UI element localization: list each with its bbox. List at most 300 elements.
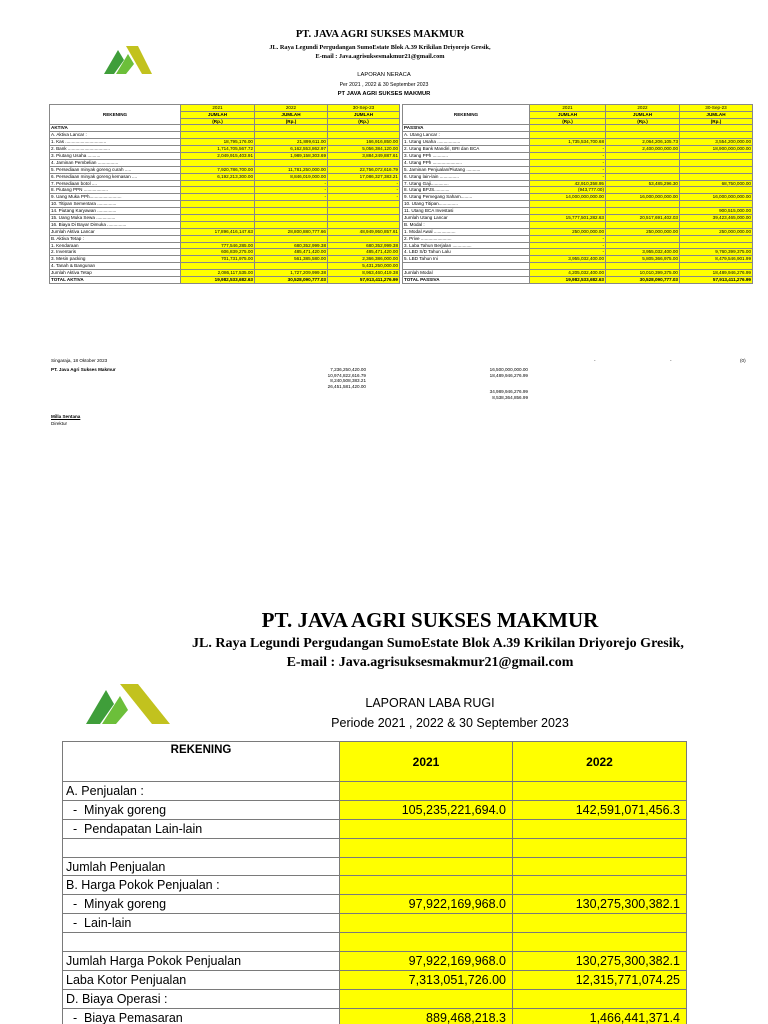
lr-row-label: - Lain-lain <box>63 914 340 933</box>
passiva-row-value <box>530 125 606 132</box>
aktiva-row-value: 22,756,072,616.79 <box>328 166 400 173</box>
passiva-row-value: 68,750,000.00 <box>680 180 753 187</box>
passiva-row-value <box>606 263 680 270</box>
aktiva-row-value: 18,795,176.00 <box>181 139 255 146</box>
lr-row-label: A. Penjualan : <box>63 782 340 801</box>
passiva-row <box>403 228 753 235</box>
aktiva-row <box>50 249 400 256</box>
passiva-row-value: 18,900,000,000.00 <box>680 146 753 153</box>
aktiva-row-value <box>328 221 400 228</box>
passiva-row-value: 4,205,032,400.00 <box>530 270 606 277</box>
lr-row-label: B. Harga Pokok Penjualan : <box>63 876 340 895</box>
lr-row-value-2021 <box>340 838 513 857</box>
aktiva-row-label: 4. Jaminan Pembelian ................ <box>50 159 181 166</box>
lr-row <box>63 800 687 819</box>
lr-row-label: - Biaya Pemasaran <box>63 1008 340 1024</box>
aktiva-row-value: 680,352,999.38 <box>255 242 328 249</box>
aktiva-row <box>50 139 400 146</box>
passiva-row-value <box>606 166 680 173</box>
passiva-row-value <box>680 125 753 132</box>
aktiva-row-value: 701,731,975.00 <box>181 256 255 263</box>
passiva-row-value: 250,000,000.00 <box>606 228 680 235</box>
aktiva-row <box>50 228 400 235</box>
aktiva-row <box>50 159 400 166</box>
aktiva-row-value: 3,884,249,887.61 <box>328 152 400 159</box>
passiva-row-value: 9,760,399,375.00 <box>680 249 753 256</box>
aktiva-row-value: 30,528,090,777.03 <box>255 276 328 283</box>
aktiva-row <box>50 221 400 228</box>
passiva-row-value: - <box>530 146 606 153</box>
aktiva-row-value <box>255 214 328 221</box>
lr-header-2022: 2022 <box>513 742 687 782</box>
passiva-row-value <box>680 159 753 166</box>
passiva-row <box>403 249 753 256</box>
passiva-row-value <box>680 152 753 159</box>
aktiva-row-label: 2. Inventaris <box>50 249 181 256</box>
aktiva-row-value <box>181 201 255 208</box>
lr-row-value-2022 <box>513 876 687 895</box>
signer-title: Direktur <box>51 421 68 426</box>
passiva-header-rp: (Rp.) <box>530 118 606 125</box>
passiva-row-label: 7. Utang Gaji.............. <box>403 180 530 187</box>
passiva-row-value <box>530 208 606 215</box>
aktiva-row-value: 17,896,416,147.63 <box>181 228 255 235</box>
passiva-row-label: 2. Utang Bank Mandiri, BRI dan BCA <box>403 146 530 153</box>
aktiva-row-value <box>181 214 255 221</box>
passiva-row-value: - <box>530 242 606 249</box>
lr-row-label: - Minyak goreng <box>63 895 340 914</box>
passiva-row-value <box>530 201 606 208</box>
passiva-row-value <box>530 132 606 139</box>
aktiva-row-value: 2,366,386,000.00 <box>328 256 400 263</box>
passiva-row-value: - <box>530 152 606 159</box>
aktiva-row-value: 8,963,460,419.38 <box>328 270 400 277</box>
passiva-row-value <box>680 242 753 249</box>
aktiva-row-label: Jumlah Aktiva Lancar <box>50 228 181 235</box>
lr-row-value-2022 <box>513 819 687 838</box>
aktiva-row-label: 9. Uang Muka PPh......................... <box>50 194 181 201</box>
passiva-row-value <box>606 132 680 139</box>
aktiva-row-label: AKTIVA <box>50 125 181 132</box>
aktiva-row-value: - <box>255 180 328 187</box>
aktiva-row-value: 11,781,250,000.00 <box>255 166 328 173</box>
passiva-row <box>403 263 753 270</box>
aktiva-row-value: - <box>328 180 400 187</box>
passiva-header-year: 2021 <box>530 105 606 112</box>
passiva-row-label: TOTAL PASSIVA <box>403 276 530 283</box>
aktiva-row-value <box>181 132 255 139</box>
passiva-row-label: 1. Utang Usaha .................. <box>403 139 530 146</box>
passiva-row-label: 5. LBD Tahun Ini <box>403 256 530 263</box>
aktiva-row-value: 21,899,611.00 <box>255 139 328 146</box>
aktiva-row-label: 10. Titipan Sementara ............... <box>50 201 181 208</box>
aktiva-row-value: 6,192,213,300.00 <box>181 173 255 180</box>
lr-row <box>63 819 687 838</box>
aktiva-row <box>50 187 400 194</box>
lr-row <box>63 876 687 895</box>
passiva-row-value <box>680 221 753 228</box>
lr-row-value-2021 <box>340 819 513 838</box>
lr-row-label: D. Biaya Operasi : <box>63 989 340 1008</box>
signer-name: Milla Sentana <box>51 414 81 419</box>
passiva-row-value <box>680 235 753 242</box>
lr-row-value-2022: 130,275,300,382.1 <box>513 895 687 914</box>
lr-row-label: Jumlah Harga Pokok Penjualan <box>63 952 340 971</box>
passiva-row-label: 10. Utang Titipan............... <box>403 201 530 208</box>
passiva-table <box>402 104 753 284</box>
aktiva-row-label: 3. Piutang Usaha .......... <box>50 152 181 159</box>
passiva-row-value: 39,423,465,000.00 <box>680 214 753 221</box>
passiva-row-label: 4. Utang PPh ....................... <box>403 159 530 166</box>
aktiva-row-value <box>328 201 400 208</box>
lr-period: Periode 2021 , 2022 & 30 September 2023 <box>331 716 569 730</box>
passiva-row <box>403 194 753 201</box>
aktiva-row-value: - <box>328 194 400 201</box>
lr-row-value-2021: 97,922,169,968.0 <box>340 952 513 971</box>
aktiva-row-value: - <box>255 187 328 194</box>
passiva-row-value <box>680 166 753 173</box>
passiva-row-value: 3,554,200,000.00 <box>680 139 753 146</box>
passiva-row-value <box>606 235 680 242</box>
passiva-row-label: 3. Utang PPh ............ <box>403 152 530 159</box>
passiva-row-label: 2. Prive ........................ <box>403 235 530 242</box>
aktiva-row <box>50 263 400 270</box>
lr-row-value-2021: 105,235,221,694.0 <box>340 800 513 819</box>
lr-row-value-2022 <box>513 838 687 857</box>
lr-row <box>63 952 687 971</box>
passiva-header-year: 30-Sep-23 <box>680 105 753 112</box>
calc-right: 16,500,000,000.00 18,489,946,276.99 34,989,946,276.99 8,538,364,856.99 <box>489 367 528 400</box>
aktiva-row-label: 1. Kas ................................ <box>50 139 181 146</box>
aktiva-row <box>50 208 400 215</box>
lr-row <box>63 1008 687 1024</box>
lr-title: LAPORAN LABA RUGI <box>365 696 495 710</box>
aktiva-row-value: 2,086,117,535.00 <box>181 270 255 277</box>
passiva-row-value: 14,000,000,000.00 <box>530 194 606 201</box>
aktiva-row <box>50 152 400 159</box>
aktiva-header-year: 30-Sep-23 <box>328 105 400 112</box>
passiva-row-value: - <box>530 173 606 180</box>
lr-row-value-2021 <box>340 857 513 876</box>
lr-company-logo <box>86 678 186 726</box>
passiva-row-value <box>680 173 753 180</box>
aktiva-row-value <box>181 125 255 132</box>
aktiva-row-label: 3. Mesin packing <box>50 256 181 263</box>
aktiva-row-value: 2,049,915,403.91 <box>181 152 255 159</box>
aktiva-row-value: 777,546,285.00 <box>181 242 255 249</box>
aktiva-row-label: B. Aktiva Tetap : <box>50 235 181 242</box>
passiva-row-label <box>403 263 530 270</box>
aktiva-header-year-row <box>50 105 400 112</box>
aktiva-row-value: - <box>255 194 328 201</box>
passiva-row-value: 8,479,546,901.99 <box>680 256 753 263</box>
lr-row-value-2022: 142,591,071,456.3 <box>513 800 687 819</box>
passiva-row <box>403 152 753 159</box>
below-dash-2: - <box>670 358 672 363</box>
passiva-row <box>403 270 753 277</box>
lr-company-email: E-mail : Java.agrisuksesmakmur21@gmail.com <box>286 655 574 670</box>
aktiva-row-value <box>328 159 400 166</box>
passiva-row-value <box>606 125 680 132</box>
aktiva-row-value: 485,471,420.00 <box>328 249 400 256</box>
aktiva-row-value <box>328 235 400 242</box>
passiva-row-label: Jumlah Modal <box>403 270 530 277</box>
aktiva-header-year: 2021 <box>181 105 255 112</box>
aktiva-row-value: 485,471,420.00 <box>255 249 328 256</box>
aktiva-row-value <box>181 180 255 187</box>
aktiva-row-label: 14. Piutang Karyawan ............... <box>50 208 181 215</box>
aktiva-row <box>50 194 400 201</box>
company-address: JL. Raya Legundi Pergudangan SumoEstate Blok A.39 Krikilan Driyorejo Gresik, <box>269 44 491 51</box>
aktiva-row-value <box>181 187 255 194</box>
passiva-row-value: 20,517,691,402.03 <box>606 214 680 221</box>
aktiva-row-value <box>255 159 328 166</box>
aktiva-row-value <box>181 159 255 166</box>
passiva-header-jumlah: JUMLAH <box>606 111 680 118</box>
passiva-row <box>403 214 753 221</box>
passiva-row-label: A. Utang Lancar : <box>403 132 530 139</box>
aktiva-row <box>50 242 400 249</box>
aktiva-row-value <box>181 263 255 270</box>
passiva-row <box>403 276 753 283</box>
passiva-row-value: 2,400,000,000.00 <box>606 146 680 153</box>
passiva-row-value: 18,489,946,276.99 <box>680 270 753 277</box>
aktiva-row <box>50 180 400 187</box>
aktiva-row-value: 1,727,209,999.38 <box>255 270 328 277</box>
passiva-row-value: 250,000,000.00 <box>530 228 606 235</box>
aktiva-row <box>50 214 400 221</box>
passiva-row-value <box>680 187 753 194</box>
passiva-header-year-row <box>403 105 753 112</box>
passiva-row-value: - <box>530 166 606 173</box>
aktiva-row-label: 7. Persediaan botol .... <box>50 180 181 187</box>
passiva-row-value: 5,805,366,975.00 <box>606 256 680 263</box>
passiva-row-label: 9. Utang Pemegang Saham......... <box>403 194 530 201</box>
aktiva-row-value: 680,352,999.38 <box>328 242 400 249</box>
passiva-row-value: - <box>530 235 606 242</box>
lr-row <box>63 933 687 952</box>
aktiva-row-value: 606,839,275.00 <box>181 249 255 256</box>
aktiva-header-rp: (Rp.) <box>255 118 328 125</box>
passiva-row-value <box>606 173 680 180</box>
laba-rugi-table <box>62 741 687 1024</box>
aktiva-row <box>50 276 400 283</box>
passiva-row-label: PASSIVA <box>403 125 530 132</box>
passiva-row <box>403 139 753 146</box>
aktiva-row-value <box>255 201 328 208</box>
lr-row-value-2021: 7,313,051,726.00 <box>340 970 513 989</box>
passiva-row-value: 16,000,000,000.00 <box>680 194 753 201</box>
lr-row-value-2021 <box>340 914 513 933</box>
passiva-header-rp: (Rp.) <box>606 118 680 125</box>
aktiva-row-value <box>328 208 400 215</box>
aktiva-header-jumlah: JUMLAH <box>181 111 255 118</box>
aktiva-table <box>49 104 400 284</box>
aktiva-row <box>50 201 400 208</box>
lr-row-value-2022 <box>513 933 687 952</box>
passiva-row-value: 3,955,032,400.00 <box>606 249 680 256</box>
lr-row-value-2021: 97,922,169,968.0 <box>340 895 513 914</box>
aktiva-row-value <box>255 132 328 139</box>
lr-company-address: JL. Raya Legundi Pergudangan SumoEstate Blok A.39 Krikilan Driyorejo Gresik, <box>192 636 684 651</box>
aktiva-header-rp: (Rp.) <box>328 118 400 125</box>
passiva-row-value <box>680 132 753 139</box>
aktiva-row-value <box>181 194 255 201</box>
aktiva-row-value <box>328 132 400 139</box>
aktiva-row-value: 19,982,533,682.63 <box>181 276 255 283</box>
passiva-row-label: 11. Utang BCA Investasi <box>403 208 530 215</box>
company-logo <box>104 40 154 76</box>
aktiva-row-value <box>255 263 328 270</box>
aktiva-row-value <box>328 125 400 132</box>
lr-row-value-2022: 1,466,441,371.4 <box>513 1008 687 1024</box>
aktiva-row-label: Jumlah Aktiva Tetap <box>50 270 181 277</box>
company-name: PT. JAVA AGRI SUKSES MAKMUR <box>295 29 465 40</box>
aktiva-row-value: 17,086,327,383.21 <box>328 173 400 180</box>
aktiva-row-value: 48,949,950,857.61 <box>328 228 400 235</box>
lr-row-value-2021 <box>340 782 513 801</box>
passiva-row-label: 8. Utang BPJS............ <box>403 187 530 194</box>
aktiva-row-value: 5,431,250,000.00 <box>328 263 400 270</box>
passiva-row-value: 16,000,000,000.00 <box>606 194 680 201</box>
passiva-row-value <box>606 159 680 166</box>
lr-header-row <box>63 742 687 782</box>
passiva-row-value: 15,777,501,282.63 <box>530 214 606 221</box>
aktiva-header-jumlah: JUMLAH <box>328 111 400 118</box>
passiva-row-value: - <box>530 159 606 166</box>
lr-row-label: - Pendapatan Lain-lain <box>63 819 340 838</box>
passiva-row <box>403 187 753 194</box>
passiva-row-label: B. Modal : <box>403 221 530 228</box>
passiva-row-value <box>606 201 680 208</box>
aktiva-row <box>50 132 400 139</box>
aktiva-row-value <box>255 208 328 215</box>
neraca-title: LAPORAN NERACA <box>357 72 411 78</box>
passiva-row <box>403 235 753 242</box>
passiva-row-value: 10,010,399,375.00 <box>606 270 680 277</box>
lr-company-name: PT. JAVA AGRI SUKSES MAKMUR <box>261 608 599 632</box>
aktiva-header-year: 2022 <box>255 105 328 112</box>
lr-row-label: Laba Kotor Penjualan <box>63 970 340 989</box>
lr-row-label: - Minyak goreng <box>63 800 340 819</box>
aktiva-row-label: 16. Biaya Di Bayar Dimuka ............... <box>50 221 181 228</box>
calc-left: 7,236,250,420.00 10,974,822,616.79 8,240,508,383.21 26,451,581,420.00 <box>327 367 366 389</box>
passiva-row-value: 53,485,296.30 <box>606 180 680 187</box>
aktiva-row-value <box>255 221 328 228</box>
aktiva-row-value: 6,162,553,862.97 <box>255 146 328 153</box>
passiva-row-label: 1. Modal Awal ................. <box>403 228 530 235</box>
lr-row <box>63 895 687 914</box>
passiva-row-value: 2,064,206,105.73 <box>606 139 680 146</box>
aktiva-row-value <box>181 235 255 242</box>
aktiva-row-value: 57,913,411,276.99 <box>328 276 400 283</box>
passiva-row <box>403 146 753 153</box>
passiva-row-value <box>606 242 680 249</box>
signature-place-date: Singaraja, 18 Oktober 2023 <box>51 358 108 363</box>
aktiva-row <box>50 235 400 242</box>
passiva-row-value <box>606 221 680 228</box>
passiva-row-value: 57,913,411,276.99 <box>680 276 753 283</box>
passiva-header-rp: (Rp.) <box>680 118 753 125</box>
lr-row <box>63 914 687 933</box>
aktiva-row <box>50 146 400 153</box>
passiva-row-label: 6. Utang lain-lain ............... <box>403 173 530 180</box>
passiva-row <box>403 208 753 215</box>
aktiva-row <box>50 166 400 173</box>
aktiva-row-value: 5,056,384,120.00 <box>328 146 400 153</box>
aktiva-row-label: A. Aktiva Lancar : <box>50 132 181 139</box>
aktiva-row-value: 1,989,158,303.69 <box>255 152 328 159</box>
aktiva-row-value: 8,846,019,000.00 <box>255 173 328 180</box>
passiva-row-value: 3,955,032,400.00 <box>530 256 606 263</box>
passiva-row-value: 250,000,000.00 <box>680 228 753 235</box>
aktiva-row <box>50 173 400 180</box>
aktiva-header-jumlah: JUMLAH <box>255 111 328 118</box>
lr-row <box>63 838 687 857</box>
passiva-row-value <box>606 187 680 194</box>
passiva-row-label: 4. LBD S/D Tahun Lalu <box>403 249 530 256</box>
passiva-row-value: 42,910,358.95 <box>530 180 606 187</box>
passiva-row <box>403 125 753 132</box>
aktiva-header-rp: (Rp.) <box>181 118 255 125</box>
neraca-period: Per 2021 , 2022 & 30 September 2023 <box>339 82 429 88</box>
lr-header-rekening: REKENING <box>63 742 340 782</box>
passiva-row <box>403 256 753 263</box>
aktiva-row-value <box>255 235 328 242</box>
aktiva-row-value: 166,916,850.00 <box>328 139 400 146</box>
passiva-row <box>403 173 753 180</box>
passiva-header-year: 2022 <box>606 105 680 112</box>
aktiva-row-value: 28,800,880,777.66 <box>255 228 328 235</box>
passiva-row <box>403 159 753 166</box>
lr-header-2021: 2021 <box>340 742 513 782</box>
passiva-row-value <box>606 208 680 215</box>
lr-row-value-2021 <box>340 933 513 952</box>
lr-row-value-2022 <box>513 857 687 876</box>
company-email: E-mail : Java.agrisuksesmakmur21@gmail.com <box>315 53 445 60</box>
aktiva-row-value: 1,714,705,567.72 <box>181 146 255 153</box>
lr-row-value-2022: 12,315,771,074.25 <box>513 970 687 989</box>
lr-row-value-2021: 889,468,218.3 <box>340 1008 513 1024</box>
passiva-row-value: 1,735,534,700.68 <box>530 139 606 146</box>
passiva-header-jumlah: JUMLAH <box>530 111 606 118</box>
passiva-row <box>403 180 753 187</box>
lr-row-value-2022 <box>513 914 687 933</box>
passiva-row-label: 3. Laba Tahun Berjalan ............... <box>403 242 530 249</box>
lr-row-label <box>63 838 340 857</box>
aktiva-row-value <box>181 208 255 215</box>
aktiva-header-rekening: REKENING <box>50 105 181 125</box>
aktiva-row-label: 8. Piutang PPN ................... <box>50 187 181 194</box>
lr-row-value-2022 <box>513 782 687 801</box>
neraca-company: PT JAVA AGRI SUKSES MAKMUR <box>337 91 431 97</box>
lr-row <box>63 782 687 801</box>
aktiva-row-value: - <box>328 187 400 194</box>
aktiva-row <box>50 125 400 132</box>
passiva-row-value: 19,982,533,682.63 <box>530 276 606 283</box>
passiva-row-value: - <box>530 249 606 256</box>
aktiva-row-value <box>181 221 255 228</box>
lr-row <box>63 857 687 876</box>
passiva-row <box>403 221 753 228</box>
aktiva-row-label: 1. Kendaraan <box>50 242 181 249</box>
passiva-row-value <box>680 201 753 208</box>
aktiva-row-label: 2. Bank ................................. <box>50 146 181 153</box>
passiva-row-value: (943,777.00) <box>530 187 606 194</box>
passiva-row-value: 30,528,090,777.03 <box>606 276 680 283</box>
lr-row-label: Jumlah Penjualan <box>63 857 340 876</box>
signature-company: PT. Java Agri Sukses Makmur <box>51 367 116 372</box>
